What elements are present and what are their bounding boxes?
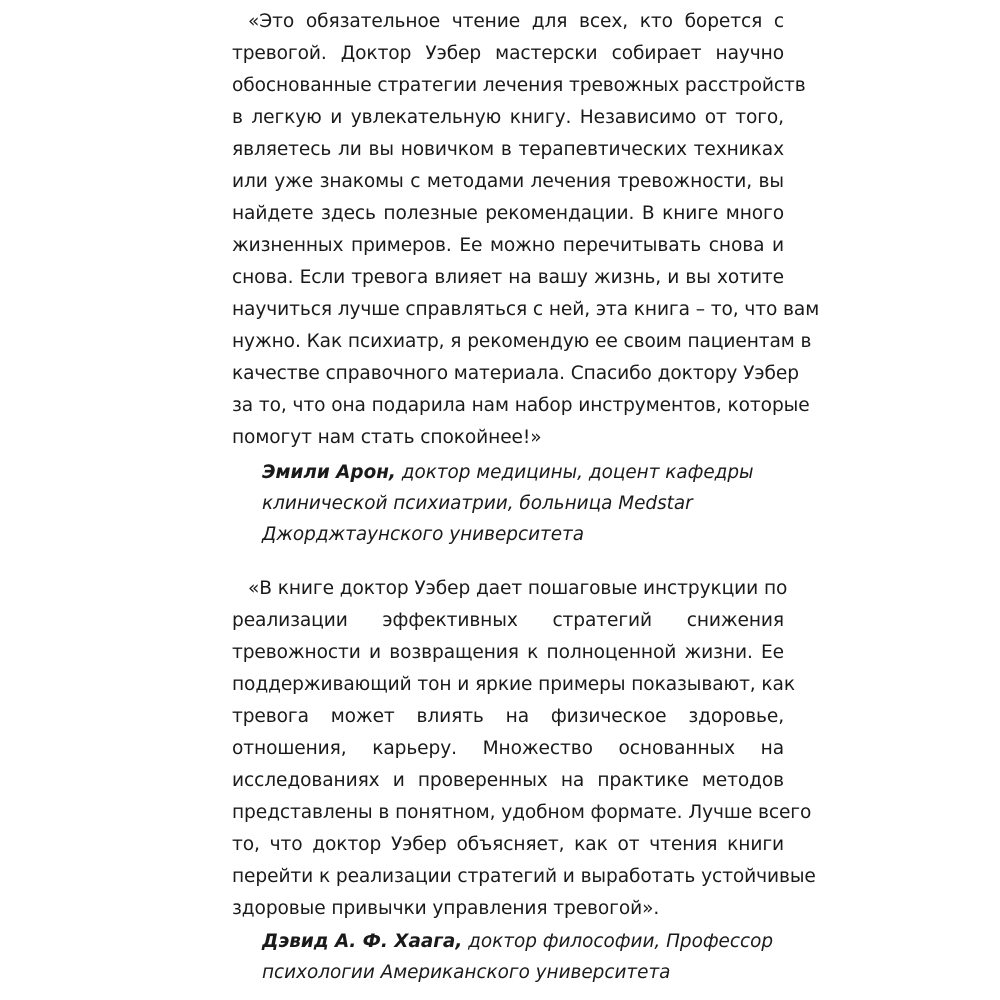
quote-1-line: снова. Если тревога влияет на вашу жизнь, и вы хотите (232, 267, 784, 288)
quote-2-line: то, что доктор Уэбер объясняет, как от чтения книги (232, 834, 784, 855)
quote-1-line: обоснованные стратегии лечения тревожных расстройств (232, 75, 806, 96)
attribution-1-line-3: Джорджтаунского университета (262, 524, 585, 545)
quote-2-line: исследованиях и проверенных на практике методов (232, 770, 784, 791)
quote-1-line: являетесь ли вы новичком в терапевтических техниках (232, 139, 784, 160)
quote-2-line: тревожности и возвращения к полноценной жизни. Ее (232, 642, 784, 663)
quote-2-line: представлены в понятном, удобном формате. Лучше всего (232, 802, 812, 823)
quote-2-line: здоровые привычки управления тревогой». (232, 898, 660, 919)
testimonial-attribution-1 (262, 457, 762, 550)
testimonial-attribution-2 (262, 926, 774, 988)
quote-1-line: или уже знакомы с методами лечения тревожности, вы (232, 171, 784, 192)
quote-1-line: найдете здесь полезные рекомендации. В книге много (232, 203, 784, 224)
quote-2-line: тревога может влиять на физическое здоровье, (232, 706, 784, 727)
quote-1-line: «Это обязательное чтение для всех, кто борется с (248, 11, 784, 32)
quote-1-line: помогут нам стать спокойнее!» (232, 427, 542, 448)
attribution-2-author: Дэвид А. Ф. Хаага, (262, 931, 463, 952)
attribution-2-line-2: психологии Американского университета (262, 962, 671, 983)
attribution-1-title: доктор медицины, доцент кафедры (395, 462, 754, 483)
quote-1-line: качестве справочного материала. Спасибо доктору Уэбер (232, 363, 799, 384)
quote-1-line: тревогой. Доктор Уэбер мастерски собирает научно (232, 43, 784, 64)
attribution-1-line-1 (262, 457, 762, 488)
attribution-1-line-2: клинической психиатрии, больница Medstar (262, 493, 693, 514)
quote-1-line: жизненных примеров. Ее можно перечитывать снова и (232, 235, 784, 256)
quote-2-line: перейти к реализации стратегий и выработать устойчивые (232, 866, 816, 887)
quote-1-line: научиться лучше справляться с ней, эта книга – то, что вам (232, 299, 820, 320)
testimonial-quote-2 (232, 573, 816, 925)
attribution-2-title: доктор философии, Профессор (462, 931, 774, 952)
testimonial-quote-1 (232, 6, 820, 454)
quote-2-line: реализации эффективных стратегий снижения (232, 610, 784, 631)
quote-2-line: поддерживающий тон и яркие примеры показывают, как (232, 674, 795, 695)
quote-1-line: за то, что она подарила нам набор инструментов, которые (232, 395, 810, 416)
quote-2-line: «В книге доктор Уэбер дает пошаговые инструкции по (248, 578, 788, 599)
quote-1-line: нужно. Как психиатр, я рекомендую ее своим пациентам в (232, 331, 812, 352)
attribution-1-author: Эмили Арон, (262, 462, 396, 483)
quote-1-line: в легкую и увлекательную книгу. Независимо от того, (232, 107, 784, 128)
attribution-2-line-1 (262, 926, 774, 957)
quote-2-line: отношения, карьеру. Множество основанных на (232, 738, 784, 759)
